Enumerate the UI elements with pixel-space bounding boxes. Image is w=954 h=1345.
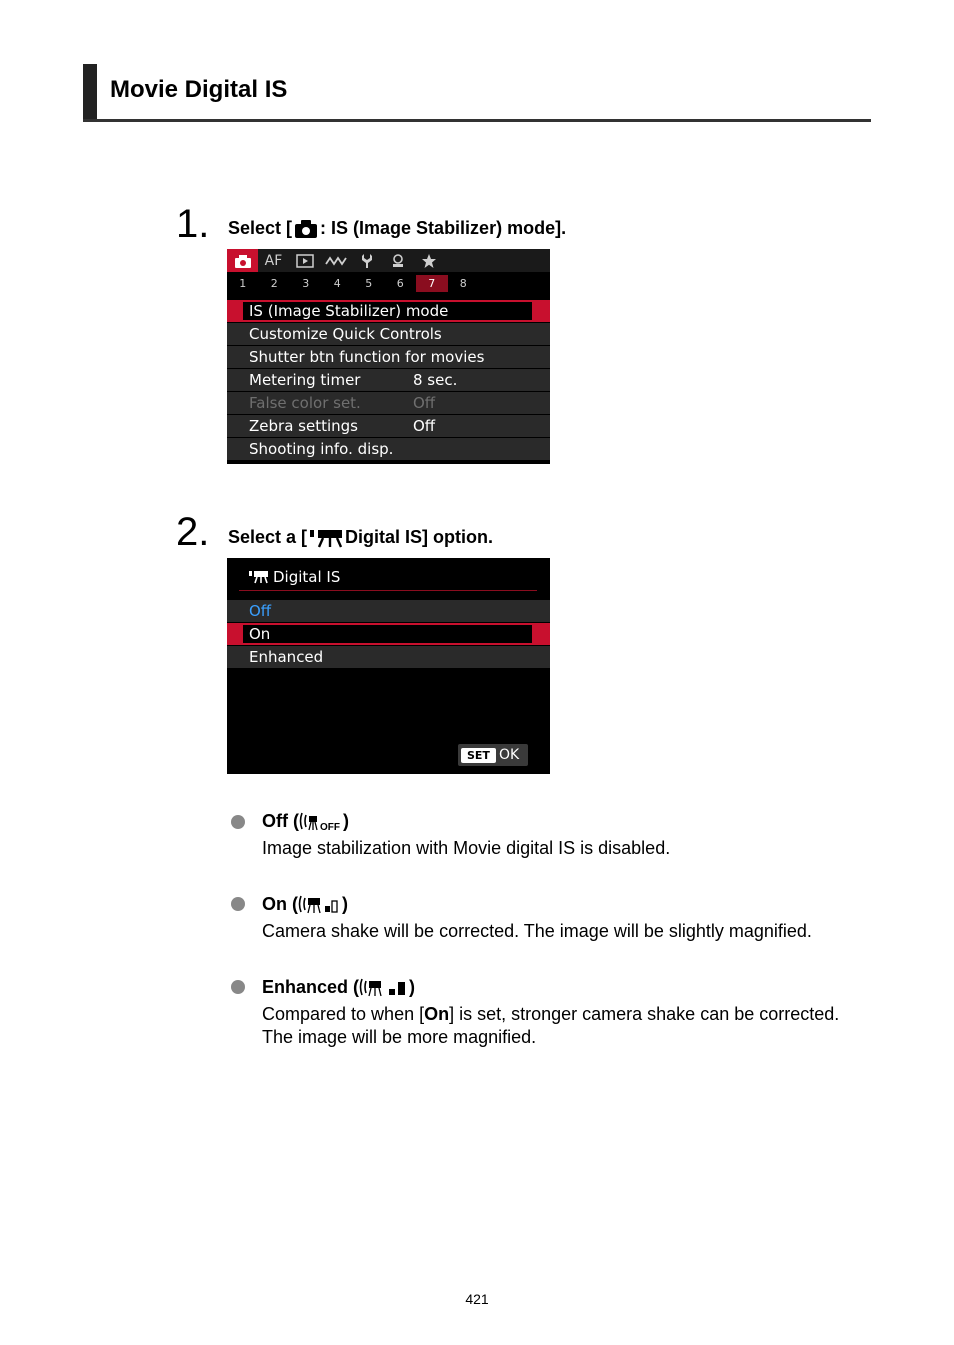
step-1-instruction [228, 218, 566, 239]
menu-item-label: False color set. [249, 394, 361, 412]
page-4[interactable]: 4 [333, 277, 341, 290]
menu-item-value: Off [413, 394, 436, 412]
menu-item-metering-timer[interactable] [227, 369, 550, 391]
menu-item-customize-quick-controls[interactable] [227, 323, 550, 345]
menu-item-label: Shooting info. disp. [249, 440, 394, 458]
section-rule [83, 119, 871, 122]
tab-af[interactable] [258, 249, 289, 272]
digital-is-enhanced-icon [359, 976, 409, 998]
page-number: 421 [465, 1291, 489, 1307]
title-divider [239, 590, 537, 591]
tab-setup[interactable] [351, 249, 382, 272]
playback-icon [296, 254, 314, 268]
enhanced-desc-pre: Compared to when [ [262, 1004, 425, 1024]
option-off-label: Off [249, 602, 272, 620]
bullet-off [231, 815, 245, 829]
bullet-on [231, 897, 245, 911]
step-2-instruction [228, 527, 493, 548]
step-2-prefix: Select a [ [228, 527, 308, 547]
set-ok-button[interactable] [458, 744, 528, 766]
tab-custom-functions[interactable] [382, 249, 413, 272]
star-icon [421, 253, 437, 269]
menu-item-value: 8 sec. [413, 371, 458, 389]
option-on-heading: On ( ) [262, 893, 348, 914]
option-enhanced-name: Enhanced [262, 976, 349, 997]
tab-playback[interactable] [289, 249, 320, 272]
digital-is-off-icon [299, 810, 343, 832]
menu-item-zebra-settings[interactable] [227, 415, 550, 437]
page-8[interactable]: 8 [459, 277, 467, 290]
menu-page-bar [227, 272, 550, 295]
menu-item-shooting-info-disp[interactable] [227, 438, 550, 460]
digital-is-title [249, 568, 340, 586]
camera-icon [294, 219, 318, 239]
option-off-heading: Off ( OFF ) [262, 810, 349, 832]
tab-af-label: AF [264, 252, 283, 269]
digital-is-screen [227, 558, 550, 774]
option-enhanced-label: Enhanced [249, 648, 324, 666]
enhanced-desc-on: On [424, 1004, 450, 1024]
option-off-description: Image stabilization with Movie digital IS is disabled. [262, 838, 671, 858]
step-1-prefix: Select [ [228, 218, 293, 238]
wireless-icon [325, 254, 347, 268]
section-title: Movie Digital IS [110, 76, 288, 103]
option-on[interactable] [227, 623, 550, 645]
custom-icon [390, 253, 406, 269]
step-1-number: 1. [176, 202, 210, 246]
wrench-icon [360, 253, 374, 269]
menu-item-label: IS (Image Stabilizer) mode [249, 302, 449, 320]
menu-item-shutter-btn-function[interactable] [227, 346, 550, 368]
page-1[interactable]: 1 [239, 277, 247, 290]
option-off-name: Off [262, 810, 288, 831]
page-2[interactable]: 2 [270, 277, 278, 290]
page-5[interactable]: 5 [365, 277, 373, 290]
set-label: SET [461, 748, 496, 763]
option-enhanced-heading: Enhanced ( ) [262, 976, 416, 997]
option-on-name: On [262, 893, 287, 914]
menu-item-false-color [227, 392, 550, 414]
menu-tab-bar [227, 249, 550, 272]
page-3[interactable]: 3 [302, 277, 310, 290]
tab-my-menu[interactable] [413, 249, 444, 272]
option-on-label: On [249, 625, 271, 643]
step-1-suffix: : IS (Image Stabilizer) mode]. [320, 218, 567, 238]
menu-item-label: Zebra settings [249, 417, 358, 435]
shooting-menu-screen [227, 249, 550, 464]
digital-is-on-icon [298, 893, 342, 915]
option-on-description: Camera shake will be corrected. The image will be slightly magnified. [262, 921, 812, 941]
menu-item-label: Metering timer [249, 371, 361, 389]
svg-text:OFF: OFF [320, 822, 340, 832]
camera-icon [234, 254, 252, 268]
option-enhanced-description [262, 1003, 862, 1049]
ok-label: OK [498, 747, 520, 763]
tab-shooting[interactable] [227, 249, 258, 272]
page-7[interactable]: 7 [416, 275, 448, 292]
step-2-suffix: Digital IS] option. [345, 527, 494, 547]
enhanced-desc-post: ] is set, stronger camera shake can be corrected. The image will be more magnified. [262, 1004, 840, 1047]
menu-item-label: Customize Quick Controls [249, 325, 442, 343]
tab-wireless[interactable] [320, 249, 351, 272]
step-2-number: 2. [176, 510, 210, 554]
section-bar [83, 64, 97, 121]
option-enhanced[interactable] [227, 646, 550, 668]
movie-camera-icon [249, 570, 269, 584]
option-off[interactable] [227, 600, 550, 622]
menu-item-is-mode[interactable] [227, 300, 550, 322]
menu-item-label: Shutter btn function for movies [249, 348, 485, 366]
digital-is-title-text: Digital IS [273, 568, 341, 586]
movie-camera-icon [309, 528, 343, 548]
menu-item-value: Off [413, 417, 436, 435]
bullet-enhanced [231, 980, 245, 994]
page-6[interactable]: 6 [396, 277, 404, 290]
